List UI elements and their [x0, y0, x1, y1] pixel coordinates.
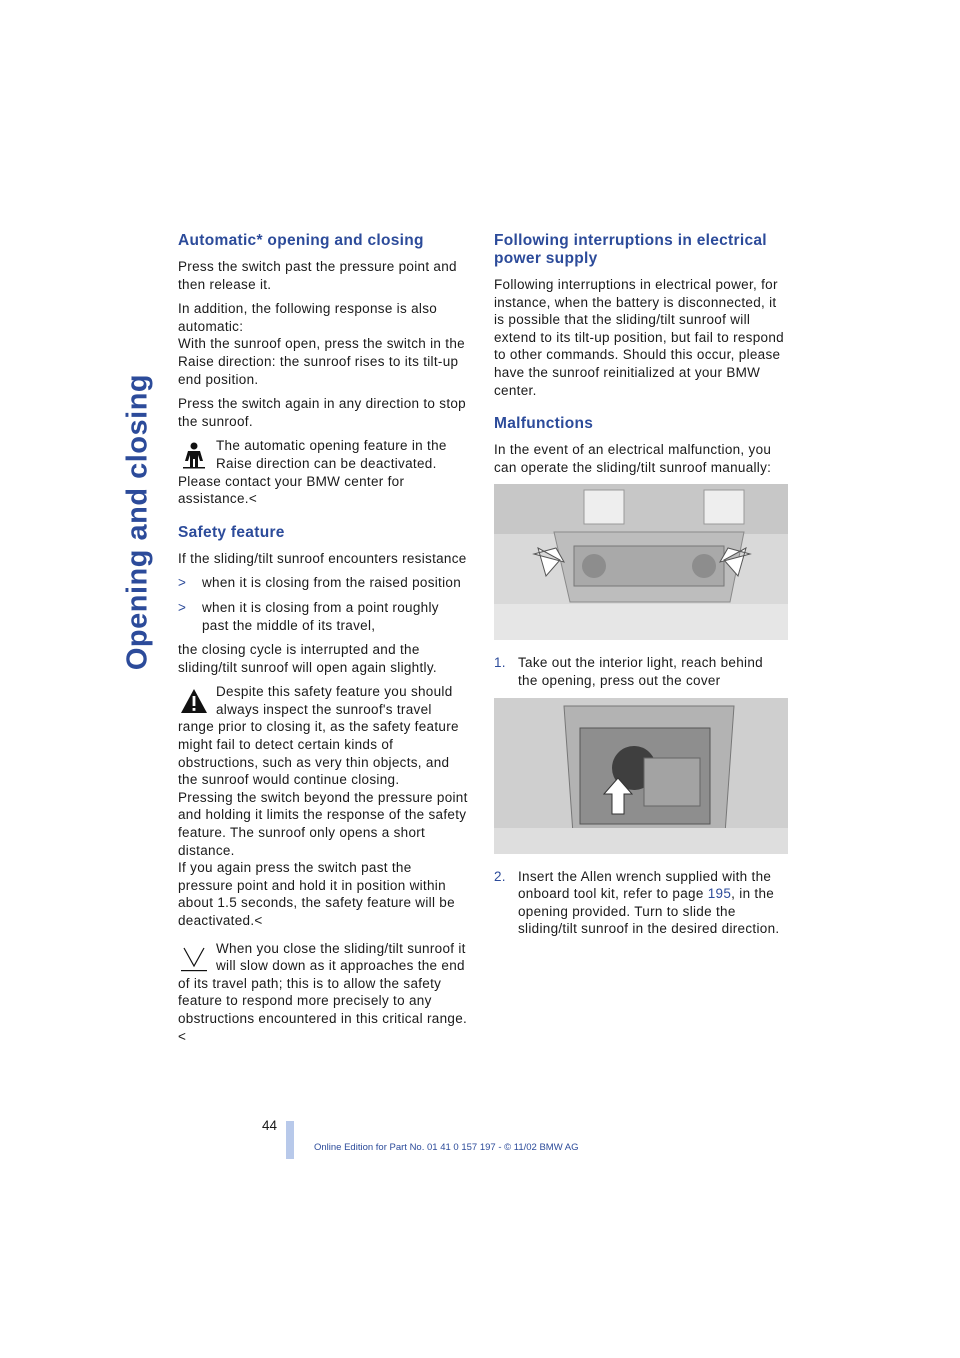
side-chapter-title-text: Opening and closing — [121, 373, 154, 671]
note-text: The automatic opening feature in the Raise direction can be deactivated. Please contact your BMW center for assistance. — [178, 438, 447, 507]
page-number: 44 — [262, 1118, 278, 1133]
step-text: Take out the interior light, reach behind the opening, press out the cover — [518, 655, 763, 688]
note-arrow-icon — [180, 944, 208, 972]
paragraph-line: With the sunroof open, press the switch in the Raise direction: the sunroof rises to its tilt-up end position. — [178, 336, 465, 387]
info-note — [178, 940, 468, 1046]
paragraph — [178, 300, 468, 388]
service-person-icon — [180, 441, 208, 469]
paragraph: In the event of an electrical malfunction, you can operate the sliding/tilt sunroof manually: — [494, 442, 772, 475]
heading-power-interruption: Following interruptions in electrical power supply — [494, 232, 767, 267]
end-mark: < — [178, 1028, 187, 1044]
step-number: 2. — [494, 868, 506, 884]
heading-safety-feature: Safety feature — [178, 523, 285, 541]
service-note — [178, 437, 468, 507]
section-malfunctions — [494, 415, 784, 938]
paragraph: the closing cycle is interrupted and the sliding/tilt sunroof will open again slightly. — [178, 642, 437, 675]
bullet-marker: > — [178, 599, 187, 615]
photo-cover-opening — [494, 698, 788, 854]
list-item-text: when it is closing from a point roughly past the middle of its travel, — [202, 599, 439, 633]
left-column — [178, 232, 468, 1061]
list-item-text: when it is closing from the raised position — [202, 575, 462, 591]
end-mark: < — [254, 913, 263, 928]
side-chapter-title — [108, 232, 168, 812]
warning-note — [178, 683, 468, 929]
section-power-interruption — [494, 232, 784, 399]
heading-automatic-opening: Automatic* opening and closing — [178, 232, 424, 249]
paragraph: If the sliding/tilt sunroof encounters resistance — [178, 550, 467, 566]
photo-interior-light-console — [494, 484, 788, 640]
paragraph: Press the switch again in any direction to stop the sunroof. — [178, 396, 466, 429]
step-text — [518, 868, 784, 938]
section-safety-feature — [178, 524, 468, 1045]
paragraph: Press the switch past the pressure point and then release it. — [178, 259, 457, 292]
heading-malfunctions: Malfunctions — [494, 415, 594, 433]
warning-text: If you again press the switch past the pressure point and hold it in position within about 1.5 seconds, the safety feature will be deactivated. — [178, 860, 455, 928]
list-item-step — [494, 868, 784, 938]
paragraph-line: In addition, the following response is also automatic: — [178, 301, 438, 334]
end-mark: < — [248, 491, 258, 507]
paragraph: Following interruptions in electrical power, for instance, when the battery is disconnected, it is possible that the sliding/tilt sunroof will extend to its tilt-up position, but fail to respond to other commands. Should this occur, please have the sunroof reinitialized at your BMW center. — [494, 277, 784, 398]
right-column — [494, 232, 784, 954]
warning-triangle-icon — [180, 687, 208, 715]
step-text-part: , in the opening provided. Turn to slide the sliding/tilt sunroof in the desired direction. — [518, 886, 780, 937]
note-text: When you close the sliding/tilt sunroof it will slow down as it approaches the end of its travel path; this is to allow the safety feature to respond more precisely to any obstructions encountered in this critical range. — [178, 940, 468, 1026]
page-number-bar — [286, 1121, 294, 1159]
step-text-part: Insert the Allen wrench supplied with the onboard tool kit, refer to page — [518, 868, 772, 902]
warning-text: Pressing the switch beyond the pressure point and holding it limits the response of the safety feature. The sunroof only opens a short distance. — [178, 789, 468, 858]
list-item — [178, 574, 468, 592]
page-reference-link[interactable]: 195 — [707, 886, 732, 902]
list-item-step — [494, 654, 784, 689]
list-item — [178, 599, 468, 634]
section-automatic-opening — [178, 232, 468, 508]
warning-text: Despite this safety feature you should always inspect the sunroof's travel range prior to closing it, as the safety feature might fail to detect certain kinds of obstructions, such as very thin objects, and the sunroof would continue closing. — [178, 684, 459, 788]
step-number: 1. — [494, 655, 506, 671]
bullet-marker: > — [178, 575, 187, 591]
footer-edition-text: Online Edition for Part No. 01 41 0 157 197 - © 11/02 BMW AG — [314, 1142, 579, 1153]
